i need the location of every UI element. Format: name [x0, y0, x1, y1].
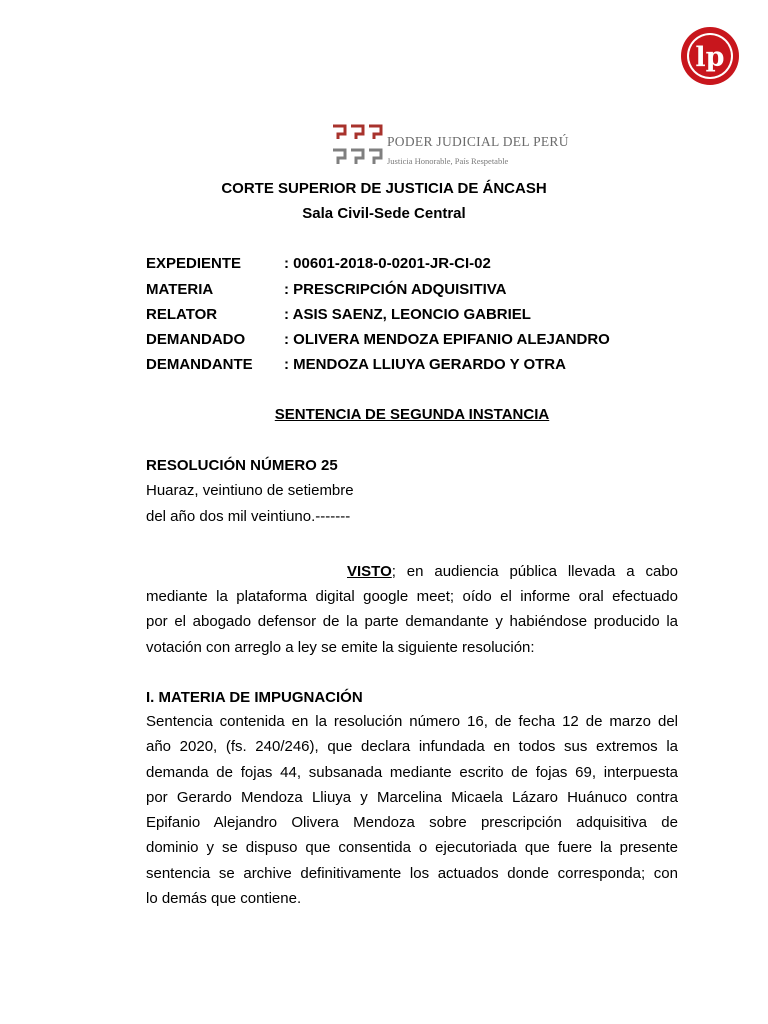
resolution-number: RESOLUCIÓN NÚMERO 25: [146, 457, 338, 474]
lp-logo: [678, 24, 742, 88]
paragraph-line: sentencia se archive definitivamente los actuados donde corresponda; con: [146, 864, 678, 882]
case-label: EXPEDIENTE: [146, 255, 242, 272]
section-paragraph: [146, 709, 678, 911]
visto-line-4: votación con arreglo a ley se emite la siguiente resolución:: [146, 638, 535, 656]
place-date-line-1: Huaraz, veintiuno de setiembre: [146, 482, 354, 499]
case-value: : PRESCRIPCIÓN ADQUISITIVA: [284, 281, 507, 298]
paragraph-line: por Gerardo Mendoza Lliuya y Marcelina Micaela Lázaro Huánuco contra: [146, 788, 678, 806]
case-row-demandado: [146, 331, 610, 348]
court-name: CORTE SUPERIOR DE JUSTICIA DE ÁNCASH: [221, 180, 547, 197]
paragraph-line: año 2020, (fs. 240/246), que declara infundada en todos sus extremos la: [146, 738, 678, 756]
case-row-materia: [146, 281, 507, 298]
lp-logo-text: lp: [695, 42, 725, 73]
case-label: DEMANDANTE: [146, 356, 253, 373]
sala-name: Sala Civil-Sede Central: [302, 205, 466, 222]
paragraph-line: Sentencia contenida en la resolución número 16, de fecha 12 de marzo del: [146, 713, 678, 730]
case-label: RELATOR: [146, 306, 218, 323]
case-row-expediente: [146, 255, 491, 272]
visto-keyword: VISTO: [347, 563, 392, 580]
case-value: : MENDOZA LLIUYA GERARDO Y OTRA: [284, 356, 566, 373]
paragraph-line: Epifanio Alejandro Olivera Mendoza sobre prescripción adquisitiva de: [146, 814, 678, 832]
section-heading: I. MATERIA DE IMPUGNACIÓN: [146, 689, 363, 706]
document-title: SENTENCIA DE SEGUNDA INSTANCIA: [274, 406, 550, 423]
visto-line-3: por el abogado defensor de la parte demandante y habiéndose producido la: [146, 613, 678, 631]
visto-line-2: mediante la plataforma digital google meet; oído el informe oral efectuado: [146, 588, 678, 605]
poder-judicial-tagline: Justicia Honorable, País Respetable: [387, 156, 509, 166]
place-date-line-2: del año dos mil veintiuno.-------: [146, 508, 351, 525]
visto-text: ; en audiencia pública llevada a cabo: [391, 563, 678, 580]
case-value: : OLIVERA MENDOZA EPIFANIO ALEJANDRO: [284, 331, 610, 348]
paragraph-line: lo demás que contiene.: [146, 890, 302, 908]
case-row-demandante: [146, 356, 566, 373]
case-value: : 00601-2018-0-0201-JR-CI-02: [284, 255, 491, 272]
visto-line-1: [347, 563, 678, 580]
case-row-relator: [146, 306, 531, 323]
paragraph-line: dominio y se dispuso que consentida o ejecutoriada que fuere la presente: [146, 839, 678, 857]
paragraph-line: demanda de fojas 44, subsanada mediante escrito de fojas 69, interpuesta: [146, 763, 678, 781]
poder-judicial-name: PODER JUDICIAL DEL PERÚ: [387, 134, 569, 149]
case-label: DEMANDADO: [146, 331, 246, 348]
case-value: : ASIS SAENZ, LEONCIO GABRIEL: [284, 306, 531, 323]
visto-paragraph: [146, 584, 678, 660]
case-label: MATERIA: [146, 281, 214, 298]
